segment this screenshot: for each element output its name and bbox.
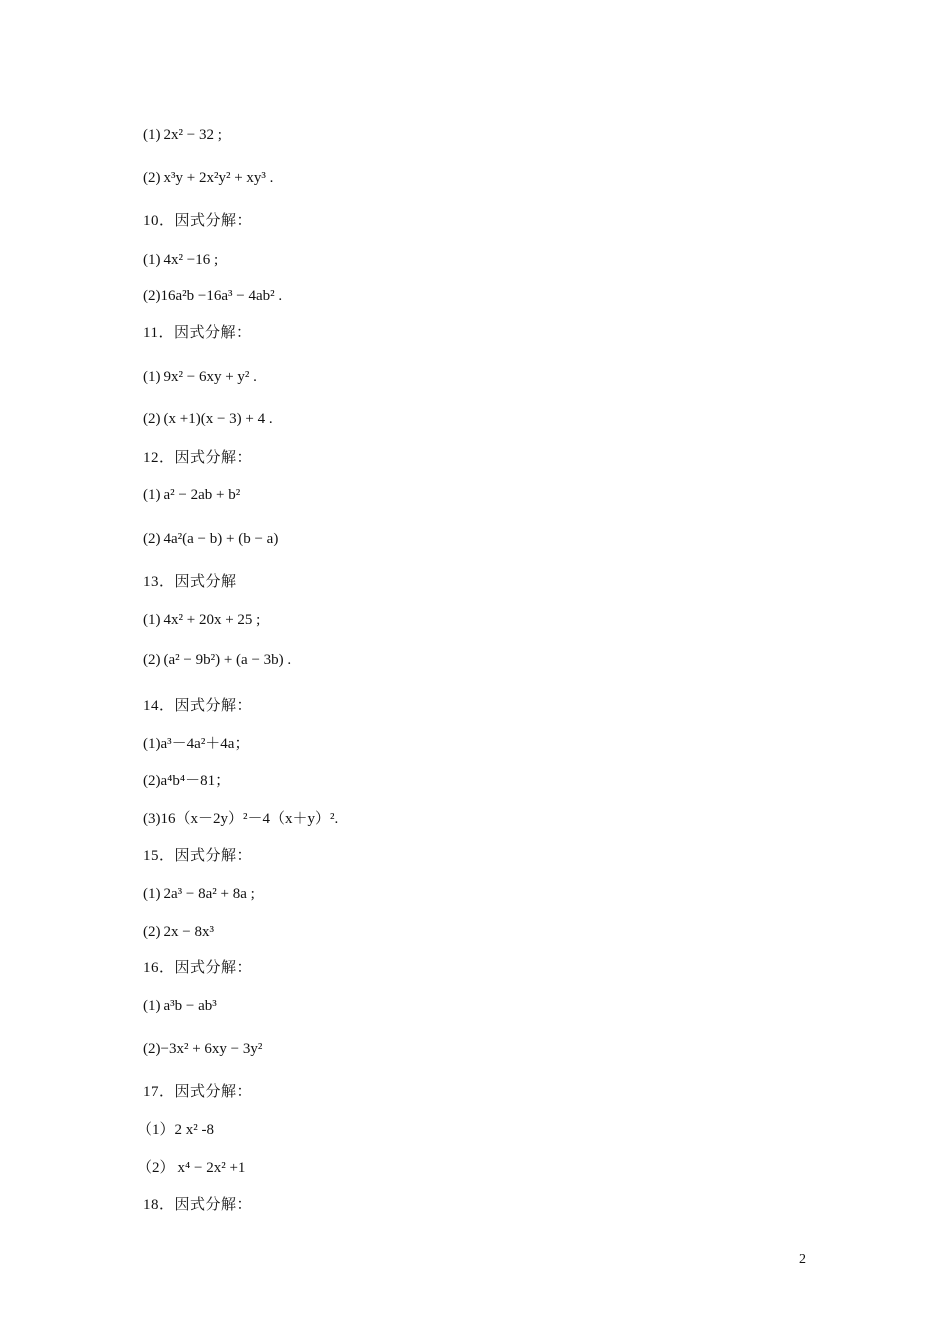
line-q10-1: (1) 4x² −16 ; [143, 252, 219, 268]
line-q9-2: (2) x³y + 2x²y² + xy³ . [143, 170, 274, 186]
line-q17-1: （1）2 x² -8 [137, 1122, 215, 1138]
line-q13-2: (2) (a² − 9b²) + (a − 3b) . [143, 652, 292, 668]
line-q11-1: (1) 9x² − 6xy + y² . [143, 369, 257, 385]
line-q14-2: (2)a⁴b⁴－81； [143, 773, 231, 789]
question-heading-16: 16．因式分解： [143, 960, 253, 976]
question-heading-18: 18．因式分解： [143, 1197, 253, 1213]
line-q16-1: (1) a³b − ab³ [143, 998, 217, 1014]
line-q14-1: (1)a³－4a²＋4a； [143, 736, 250, 752]
question-heading-12: 12．因式分解： [143, 450, 253, 466]
line-q16-2: (2)−3x² + 6xy − 3y² [143, 1041, 263, 1057]
question-heading-11: 11．因式分解： [143, 325, 252, 341]
line-q15-2: (2) 2x − 8x³ [143, 924, 214, 940]
line-q15-1: (1) 2a³ − 8a² + 8a ; [143, 886, 255, 902]
page-number: 2 [799, 1252, 806, 1267]
question-heading-15: 15．因式分解： [143, 848, 253, 864]
question-heading-17: 17．因式分解： [143, 1084, 253, 1100]
line-q9-1: (1) 2x² − 32 ; [143, 127, 222, 143]
line-q12-1: (1) a² − 2ab + b² [143, 487, 241, 503]
line-q10-2: (2)16a²b −16a³ − 4ab² . [143, 288, 283, 304]
line-q12-2: (2) 4a²(a − b) + (b − a) [143, 531, 279, 547]
line-q14-3: (3)16（x－2y）²－4（x＋y）². [143, 811, 339, 827]
question-heading-14: 14．因式分解： [143, 698, 253, 714]
line-q13-1: (1) 4x² + 20x + 25 ; [143, 612, 261, 628]
question-heading-13: 13．因式分解 [143, 574, 237, 590]
line-q11-2: (2) (x +1)(x − 3) + 4 . [143, 411, 273, 427]
question-heading-10: 10．因式分解： [143, 213, 253, 229]
line-q17-2: （2） x⁴ − 2x² +1 [137, 1160, 246, 1176]
